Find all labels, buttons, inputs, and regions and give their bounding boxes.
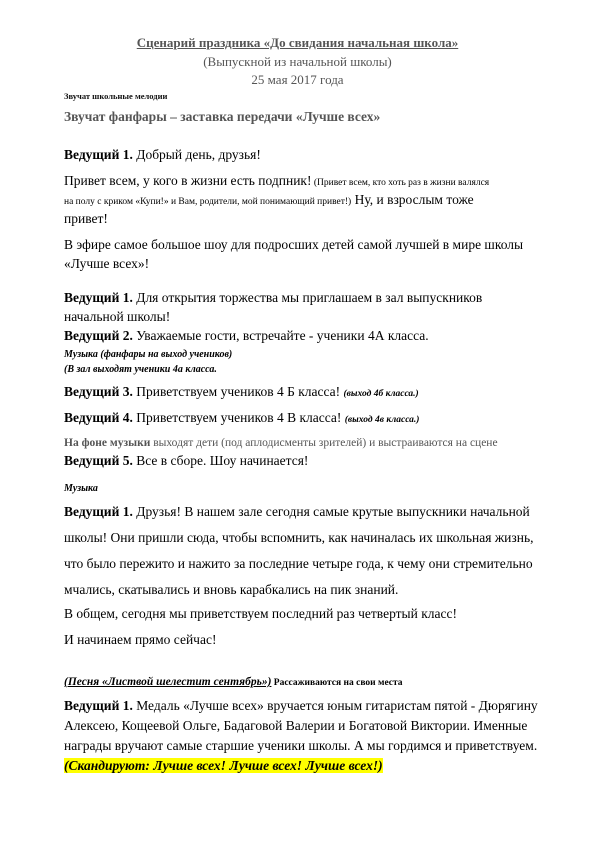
- line-host1-invite: [64, 290, 482, 306]
- line-medal-3: награды вручают самые старшие ученики школы. А мы гордимся и приветствуем.: [64, 738, 538, 753]
- line-host4: [64, 410, 419, 426]
- role-label: Ведущий 1.: [64, 290, 133, 305]
- page-title: Сценарий праздника «До свидания начальная школа»: [136, 35, 459, 50]
- song-line: [64, 676, 403, 688]
- stage-direction-school-melodies: Звучат школьные мелодии: [64, 91, 168, 101]
- line-text: Медаль «Лучше всех» вручается юным гитаристам пятой - Дюрягину: [132, 698, 538, 713]
- chant-line: [64, 758, 383, 774]
- chant-highlight: (Скандируют: Лучше всех! Лучше всех! Лучше всех!): [64, 758, 383, 773]
- stage-direction-fanfare: Звучат фанфары – заставка передачи «Лучше всех»: [64, 109, 381, 124]
- line-hello-1: [64, 173, 489, 189]
- line-aside: на полу с криком «Купи!» и Вам, родители, мой понимающий привет!): [64, 197, 352, 207]
- role-label: Ведущий 1.: [64, 147, 133, 162]
- line-host3: [64, 384, 419, 400]
- page-date: 25 мая 2017 года: [251, 72, 344, 87]
- line-hello-3: привет!: [64, 211, 108, 226]
- line-text: Приветствуем учеников 4 В класса!: [132, 410, 345, 425]
- stage-direction-4a: (В зал выходят ученики 4а класса.: [64, 364, 217, 375]
- stage-note: (выход 4в класса.): [344, 415, 420, 425]
- stage-bold: На фоне музыки: [64, 437, 151, 449]
- line-text: Все в сборе. Шоу начинается!: [132, 453, 309, 468]
- line-host2: [64, 328, 429, 344]
- role-label: Ведущий 4.: [64, 410, 133, 425]
- line-body-1: школы! Они пришли сюда, чтобы вспомнить, как начиналась их школьная жизнь,: [64, 530, 534, 545]
- line-text: Добрый день, друзья!: [132, 147, 261, 162]
- line-body-4: В общем, сегодня мы приветствуем последний раз четвертый класс!: [64, 606, 457, 621]
- line-body-2: что было пережито и нажито за последние четыре года, к чему они стремительно: [64, 556, 533, 571]
- stage-text: выходят дети (под аплодисменты зрителей) и выстраиваются на сцене: [150, 437, 498, 449]
- line-text: Уважаемые гости, встречайте - ученики 4А класса.: [132, 328, 429, 343]
- line-host1-friends: [64, 504, 530, 520]
- stage-direction-music: Музыка (фанфары на выход учеников): [64, 349, 233, 360]
- line-text: Ну, и взрослым тоже: [351, 192, 474, 207]
- role-label: Ведущий 3.: [64, 384, 133, 399]
- line-medal-1: [64, 698, 538, 714]
- line-show-intro-1: В эфире самое большое шоу для подросших детей самой лучшей в мире школы: [64, 237, 524, 252]
- line-hello-2: [64, 192, 474, 208]
- line-host5: [64, 453, 308, 469]
- line-body-5: И начинаем прямо сейчас!: [64, 632, 217, 647]
- role-label: Ведущий 2.: [64, 328, 133, 343]
- line-body-3: мчались, скатывались и вновь карабкались на пик знаний.: [64, 582, 399, 597]
- role-label: Ведущий 1.: [64, 504, 133, 519]
- line-aside: (Привет всем, кто хоть раз в жизни валялся: [311, 178, 490, 188]
- line-show-intro-2: «Лучше всех»!: [64, 256, 150, 271]
- page-subtitle: (Выпускной из начальной школы): [203, 54, 392, 69]
- line-host1-greeting: [64, 147, 261, 163]
- line-text: Приветствуем учеников 4 Б класса!: [132, 384, 344, 399]
- song-title: (Песня «Листвой шелестит сентябрь»): [64, 676, 272, 688]
- stage-direction-background-music: [64, 437, 498, 449]
- role-label: Ведущий 1.: [64, 698, 133, 713]
- line-text: Для открытия торжества мы приглашаем в зал выпускников: [132, 290, 483, 305]
- role-label: Ведущий 5.: [64, 453, 133, 468]
- stage-note: (выход 4б класса.): [343, 389, 419, 399]
- stage-direction-music-2: Музыка: [64, 483, 98, 494]
- line-text: Привет всем, у кого в жизни есть подпник!: [64, 173, 312, 188]
- line-host1-invite-2: начальной школы!: [64, 309, 171, 324]
- line-text: Друзья! В нашем зале сегодня самые крутые выпускники начальной: [132, 504, 530, 519]
- line-medal-2: Алексею, Кощеевой Ольге, Бадаговой Валерии и Богатовой Виктории. Именные: [64, 718, 528, 733]
- stage-text: Рассаживаются на свои места: [271, 678, 403, 688]
